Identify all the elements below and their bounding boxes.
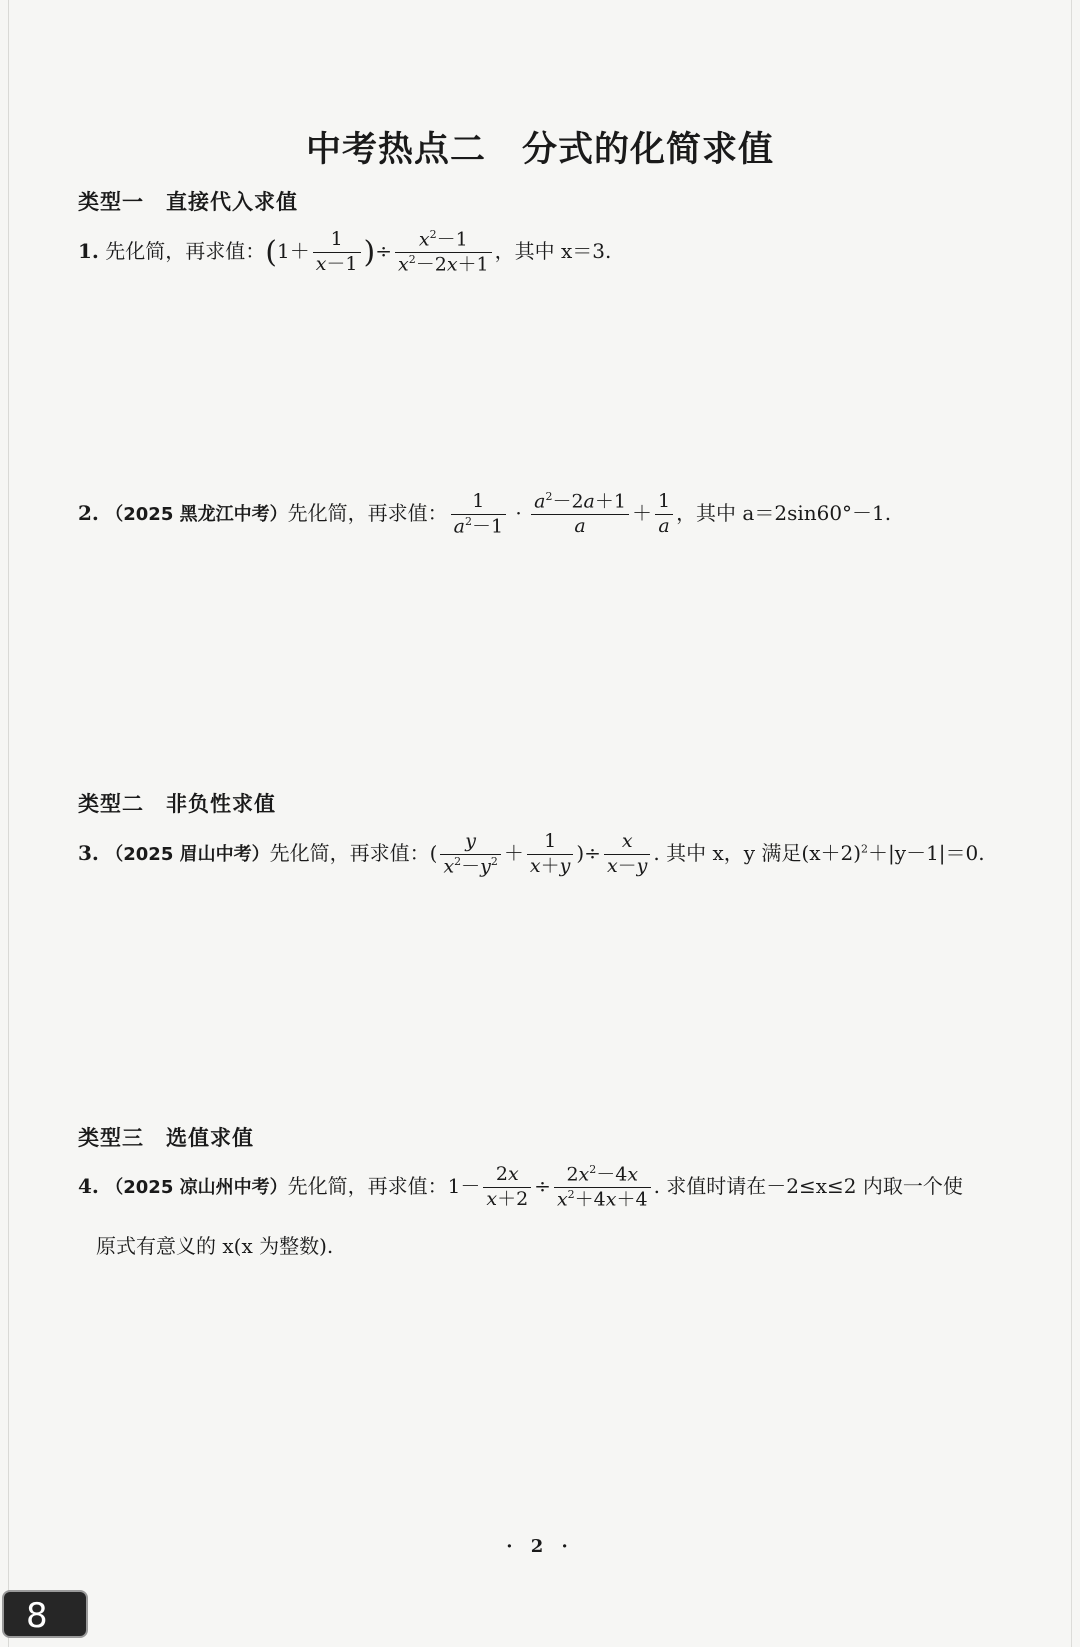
problem-intro: 先化简，再求值：: [287, 500, 448, 525]
fraction: $\frac{a^2-2a+1}{a}$: [531, 490, 629, 539]
section-heading-3: [78, 1122, 254, 1152]
fraction: $\frac{y}{x^2-y^2}$: [440, 830, 500, 879]
page-number: · 2 ·: [506, 1536, 574, 1557]
fraction: $\frac{x}{x-y}$: [604, 830, 650, 879]
problem-number: 4.: [78, 1174, 99, 1199]
problem-4-line-2: 原式有意义的 x(x 为整数).: [96, 1234, 334, 1258]
problem-2: 2. （2025 黑龙江中考）先化简，再求值： $\frac{1}{a^2-1}$ · $\frac{a^2-2a+1}{a}$ ＋ $\frac{1}{a}$ ，其中 a＝2sin60°－1.: [78, 490, 892, 538]
problem-number: 1.: [78, 239, 99, 264]
fraction: $\frac{1}{a^2-1}$: [451, 490, 506, 539]
fraction: $\frac{x^2-1}{x^2-2x+1}$: [395, 228, 492, 277]
section-label: 类型二: [78, 792, 144, 816]
section-heading-1: [78, 186, 298, 216]
fraction: $\frac{1}{x+y}$: [527, 830, 573, 879]
problem-intro: 先化简，再求值：: [287, 1174, 448, 1199]
fraction: $\frac{1}{x-1}$: [313, 228, 361, 277]
section-label: 类型一: [78, 190, 144, 214]
section-name: 选值求值: [166, 1126, 254, 1150]
section-label: 类型三: [78, 1126, 144, 1150]
title-right: 分式的化简求值: [522, 129, 775, 170]
problem-intro: 先化简，再求值：: [269, 840, 430, 865]
fraction: $\frac{1}{a}$: [655, 490, 673, 539]
problem-4: 4. （2025 凉山州中考）先化简，再求值：1－ $\frac{2x}{x+2}$ ÷ $\frac{2x^2-4x}{x^2+4x+4}$ . 求值时请在－2≤x≤2 内取一个使: [78, 1163, 963, 1211]
problem-source: （2025 凉山州中考）: [105, 1177, 288, 1199]
section-name: 直接代入求值: [166, 190, 298, 214]
section-name: 非负性求值: [166, 792, 276, 816]
page-badge[interactable]: 8: [2, 1590, 88, 1638]
problem-tail: ，其中 a＝2sin60°－1.: [676, 500, 892, 525]
problem-tail: . 求值时请在－2≤x≤2 内取一个使: [653, 1174, 963, 1199]
problem-source: （2025 眉山中考）: [105, 843, 270, 865]
title-left: 中考热点二: [305, 129, 486, 170]
section-heading-2: [78, 788, 276, 818]
problem-3: 3. （2025 眉山中考）先化简，再求值：( $\frac{y}{x^2-y^2}$ ＋ $\frac{1}{x+y}$ )÷ $\frac{x}{x-y}$ . 其中 x，y 满足$(x+2)^2+|y-1|=0$.: [78, 830, 985, 878]
problem-tail: . 其中 x，y 满足(x＋2): [653, 840, 862, 865]
problem-number: 3.: [78, 840, 99, 865]
fraction: $\frac{2x^2-4x}{x^2+4x+4}$: [554, 1163, 651, 1212]
problem-tail: ，其中 x＝3.: [494, 239, 612, 264]
problem-tail-2: ＋|y－1|＝0.: [868, 840, 985, 865]
page-title: [0, 122, 1080, 172]
problem-intro: 先化简，再求值：: [105, 239, 266, 264]
problem-number: 2.: [78, 500, 99, 525]
problem-source: （2025 黑龙江中考）: [105, 503, 288, 525]
problem-1: 1. 先化简，再求值：(1＋ $\frac{1}{x-1}$ )÷ $\frac{x^2-1}{x^2-2x+1}$ ，其中 x＝3.: [78, 228, 612, 276]
fraction: $\frac{2x}{x+2}$: [483, 1163, 531, 1212]
